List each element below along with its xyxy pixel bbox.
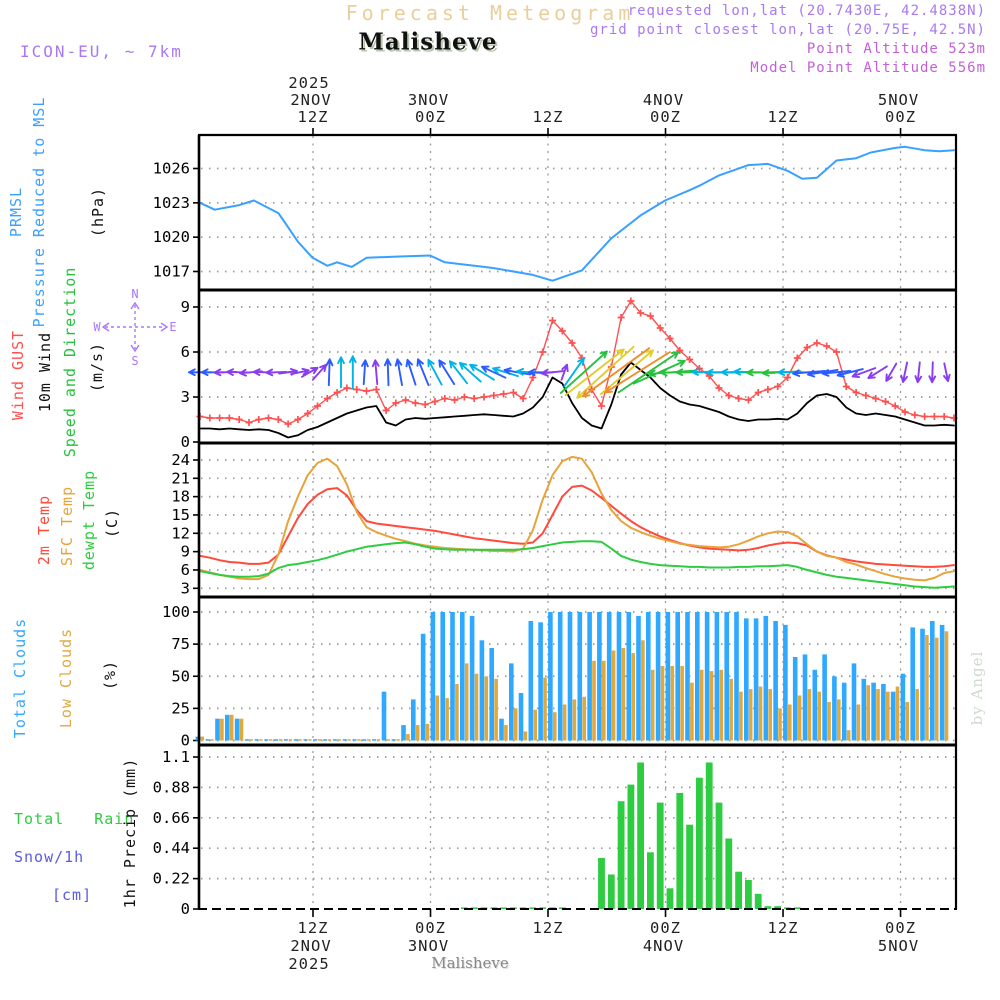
compass-rose [93, 287, 176, 368]
svg-text:00Z: 00Z [415, 108, 447, 126]
svg-text:2NOV: 2NOV [290, 937, 332, 955]
sfc-temp-label: SFC Temp [58, 485, 76, 567]
svg-text:00Z: 00Z [415, 919, 447, 937]
station-title: Malisheve [358, 28, 498, 56]
svg-text:1.1: 1.1 [162, 748, 190, 767]
svg-text:S: S [131, 354, 139, 368]
svg-text:12Z: 12Z [532, 108, 564, 126]
wind-gust-markers [197, 298, 958, 428]
snow-label: Snow/1h [14, 848, 85, 866]
wind-10m-label: 10m Wind [36, 331, 54, 413]
y-axes [153, 160, 955, 919]
svg-text:3: 3 [180, 388, 190, 406]
svg-text:50: 50 [171, 667, 190, 686]
celsius-unit-label: (C) [103, 507, 121, 539]
ms-unit-label: (m/s) [88, 341, 106, 393]
svg-text:00Z: 00Z [650, 919, 682, 937]
svg-text:00Z: 00Z [650, 108, 682, 126]
svg-text:12Z: 12Z [767, 108, 799, 126]
svg-text:9: 9 [180, 542, 190, 561]
svg-text:00Z: 00Z [885, 108, 917, 126]
svg-text:2025: 2025 [288, 74, 330, 92]
total-rain-label: Total Rain [14, 810, 135, 828]
dewpt-temp-label: dewpt Temp [80, 469, 98, 571]
speed-direction-label: Speed and Direction [61, 266, 79, 458]
svg-text:2025: 2025 [288, 955, 330, 973]
svg-text:3: 3 [180, 579, 190, 598]
svg-text:4NOV: 4NOV [642, 91, 685, 109]
svg-text:0.22: 0.22 [152, 869, 190, 888]
point-altitude: Point Altitude 523m [806, 41, 986, 57]
svg-text:N: N [131, 287, 139, 301]
svg-text:5NOV: 5NOV [877, 937, 920, 955]
svg-text:21: 21 [171, 469, 190, 488]
svg-text:0.88: 0.88 [152, 778, 190, 797]
svg-text:0.44: 0.44 [152, 839, 190, 858]
svg-text:24: 24 [171, 450, 190, 469]
svg-text:12Z: 12Z [297, 108, 329, 126]
prmsl-label: PRMSL [7, 186, 25, 238]
panel-frames [198, 135, 957, 909]
svg-text:00Z: 00Z [885, 919, 917, 937]
model-point-altitude: Model Point Altitude 556m [750, 60, 986, 76]
svg-text:E: E [169, 320, 177, 334]
temp-2m-label: 2m Temp [35, 494, 53, 566]
svg-text:25: 25 [171, 699, 190, 718]
precip-axis-label: 1hr Precip (mm) [121, 757, 139, 909]
svg-text:12Z: 12Z [532, 919, 564, 937]
cloud-bars [196, 612, 949, 741]
svg-text:0: 0 [180, 433, 190, 451]
svg-text:W: W [93, 320, 101, 334]
pressure-reduced-label: Pressure Reduced to MSL [30, 96, 48, 328]
page-title: Forecast Meteogram [345, 1, 635, 25]
svg-text:2NOV: 2NOV [290, 91, 332, 109]
svg-text:15: 15 [171, 505, 190, 524]
svg-text:75: 75 [171, 635, 190, 654]
model-label: ICON-EU, ~ 7km [20, 42, 183, 61]
svg-text:3NOV: 3NOV [407, 937, 450, 955]
svg-text:100: 100 [162, 603, 190, 621]
svg-text:18: 18 [171, 487, 190, 506]
svg-text:6: 6 [180, 560, 190, 579]
watermark: by Angel [968, 650, 986, 726]
svg-text:6: 6 [180, 343, 190, 361]
precip-bars [461, 763, 801, 910]
svg-text:1023: 1023 [152, 193, 190, 212]
station-bottom-label: Malisheve [431, 954, 509, 972]
temperature-curves [200, 457, 954, 588]
svg-text:1020: 1020 [152, 228, 190, 247]
svg-text:12Z: 12Z [767, 919, 799, 937]
svg-text:0: 0 [180, 731, 190, 750]
svg-text:0.66: 0.66 [152, 808, 190, 827]
svg-text:12: 12 [171, 524, 190, 543]
percent-unit-label: (%) [101, 659, 119, 691]
snow-unit-label: [cm] [52, 886, 93, 904]
svg-text:3NOV: 3NOV [407, 91, 450, 109]
svg-text:1026: 1026 [152, 159, 190, 178]
svg-text:0: 0 [180, 900, 190, 918]
wind-gust-series [197, 298, 958, 428]
svg-text:1017: 1017 [152, 262, 190, 281]
svg-text:12Z: 12Z [297, 919, 329, 937]
wind-gust-label: Wind GUST [9, 329, 27, 421]
svg-text:4NOV: 4NOV [642, 937, 685, 955]
hpa-unit-label: (hPa) [89, 186, 107, 238]
low-clouds-label: Low Clouds [57, 627, 75, 729]
time-gridlines [313, 136, 901, 908]
wind-direction-arrows [189, 347, 950, 398]
svg-text:5NOV: 5NOV [877, 91, 920, 109]
requested-coords: requested lon,lat (20.7430E, 42.4838N) [627, 3, 986, 19]
grid-point-coords: grid point closest lon,lat (20.75E, 42.5N) [589, 22, 986, 38]
svg-text:9: 9 [180, 298, 190, 316]
total-clouds-label: Total Clouds [11, 617, 29, 739]
